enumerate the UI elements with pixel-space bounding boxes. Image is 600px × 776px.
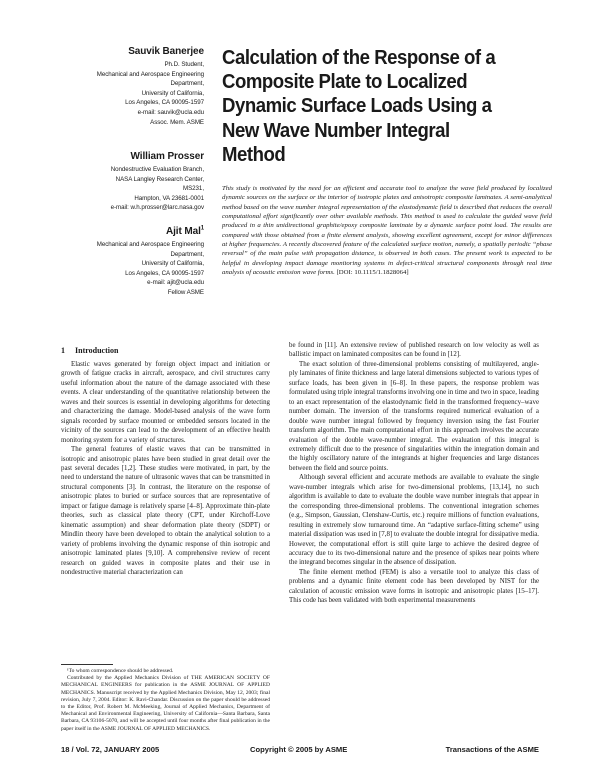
body-paragraph: Although several efficient and accurate methods are available to evaluate the single wave-number integrals which arise for two-dimensional problems, [13,14], no such algorithm is available to date to evaluate the double wave number integrals that appear in the corresponding three-dimensional problems. The conventional integration schemes (e.g., Simpson, Gaussian, Clenshaw-Curtis, etc.) require millions of function evaluations, resulting in extremely slow turnaround time. An “adaptive surface-fitting scheme” using material dissipation was used in [7,8] to evaluate the double integral for dissipative media. However, the computational effort is still quite large to achieve the desired degree of accuracy due to its two-dimensional nature and the presence of spikes near points where the integrand becomes singular in the absence of dissipation. (289, 474, 539, 567)
author-affiliation-line: Hampton, VA 23681-0001 (134, 194, 204, 202)
author-affiliation-line: Ph.D. Student, (164, 61, 204, 68)
footer-copyright: Copyright © 2005 by ASME (250, 745, 348, 754)
author-affiliation-line: Los Angeles, CA 90095-1597 (125, 269, 204, 277)
section-title: Introduction (75, 346, 119, 355)
author-membership: Fellow ASME (167, 288, 204, 296)
author-name: William Prosser (130, 151, 204, 162)
title-line: Dynamic Surface Loads Using a (222, 95, 492, 118)
body-paragraph: Elastic waves generated by foreign object impact and initiation or growth of fatigue cracks in aircraft, aerospace, and civil structures carry useful information about the nature of the damage associated with these events. A clear understanding of the quantitative relationship between the waves and their sources is essential in developing algorithms for detecting and characterizing the damage. Model-based analysis of the wave form signals recorded by surface mounted or embedded sensors located in the vicinity of the sources can lead to the development of an effective health monitoring system for a variety of structures. (61, 361, 270, 444)
title-line: New Wave Number Integral (222, 119, 450, 142)
body-column-right (289, 341, 539, 606)
author-affiliation-line: Department, (170, 80, 204, 88)
footer-journal: Transactions of the ASME (445, 745, 539, 754)
author-email: e-mail: ajit@ucla.edu (147, 279, 204, 287)
author-email: e-mail: sauvik@ucla.edu (137, 108, 204, 116)
author-block-2 (111, 151, 204, 213)
author-footnote-marker: 1 (200, 225, 204, 232)
author-email: e-mail: w.h.prosser@larc.nasa.gov (110, 204, 204, 212)
author-affiliation-line: MS231, (182, 185, 204, 193)
author-affiliation-line: University of California, (141, 260, 204, 268)
author-affiliation-line: Department, (170, 250, 204, 258)
footnote: Contributed by the Applied Mechanics Division of THE AMERICAN SOCIETY OF MECHANICAL ENGINEERS for publication in the ASME JOURNAL OF APPLIED MECHANICS. Manuscript received by the Applied Mechanics Division, May 12, 2003; final revision, July 7, 2004. Editor: K. Ravi-Chandar. Discussion on the paper should be addressed to the Editor, Prof. Robert M. McMeeking, Journal of Applied Mechanics, Department of Mechanical and Environmental Engineering, University of California—Santa Barbara, Santa Barbara, CA 93106-5070, and will be accepted until four months after final publication in the paper itself in the ASME JOURNAL OF APPLIED MECHANICS. (61, 675, 270, 732)
author-block-1 (97, 46, 204, 127)
author-affiliation-line: University of California, (141, 89, 204, 97)
footer-page-info: 18 / Vol. 72, JANUARY 2005 (61, 745, 160, 754)
author-affiliation-line: Nondestructive Evaluation Branch, (110, 166, 204, 173)
paper-title (222, 46, 526, 167)
section-number: 1 (61, 346, 65, 355)
author-name: Sauvik Banerjee (128, 46, 204, 57)
author-affiliation-line: Los Angeles, CA 90095-1597 (125, 99, 204, 107)
doi: [DOI: 10.1115/1.1828064] (336, 269, 409, 277)
author-block-3 (97, 226, 204, 298)
body-paragraph: The general features of elastic waves that can be transmitted in isotropic and anisotropic plates have been studied in great detail over the past several decades [1,2]. These studies were motivated, in part, by the need to understand the nature of ultrasonic waves that can be transmitted in structural components [3]. In contrast, the literature on the response of anisotropic plates to buried or surface sources that are representative of impact or fatigue damage is relatively sparse [4–8]. Approximate thin-plate theories, such as classical plate theory (CPT, under Kirchoff-Love kinematic assumption) and shear deformation plate theory (SDPT) or Mindlin theory have been developed to obtain the analytical solution to a variety of problems involving the dynamic response of thin isotropic and anisotropic laminated plates [9,10]. A comprehensive review of recent research on guided waves in composite plates and their use in nondestructive material characterization can (61, 446, 270, 576)
body-paragraph: The exact solution of three-dimensional problems consisting of multilayered, angle-ply laminates of finite thickness and large lateral dimensions subjected to various types of surface loads, has been given in [6–8]. In these papers, the response problem was formulated using triple integral transforms involving one in time and two in space, leading to an exact representation of the elastodynamic field in the transformed frequency–wave number domain. The inversion of the transforms required numerical evaluation of a double wave number integral followed by frequency inversion using the fast Fourier transform algorithm. The main computational effort in this approach involves the accurate evaluation of the double wave-number integral. The evaluation of this integral is extremely difficult due to the presence of singularities within the integration domain and the highly oscillatory nature of the integrands at higher frequencies and large distances between the field and source points. (289, 360, 539, 472)
body-column-left (61, 360, 270, 577)
title-line: Calculation of the Response of a (222, 47, 496, 69)
footnotes (61, 668, 270, 733)
body-paragraph: be found in [11]. An extensive review of published research on low velocity as well as ballistic impact on laminated composites can be found in [12]. (289, 342, 539, 359)
author-name-text: Ajit Mal (165, 226, 201, 237)
section-heading (61, 346, 118, 355)
abstract (222, 184, 552, 277)
author-affiliation-line: NASA Langley Research Center, (115, 175, 204, 183)
author-membership: Assoc. Mem. ASME (150, 118, 204, 126)
abstract-text: This study is motivated by the need for an efficient and accurate tool to analyze the wave field produced by localized dynamic sources on the surface or the interior of isotropic plates and anisotropic composite laminates. A semi-analytical method based on the wave number integral representation of the elastodynamic field is described that reduces the overall computational effort significantly over other available methods. This method is used to calculate the guided wave field produced in a thin unidirectional graphite/epoxy composite laminate by a dynamic surface point load. The results are compared with those obtained from a finite element analysis, showing excellent agreement, except for minor differences at higher frequencies. A recently discovered feature of the calculated surface motion, namely, a spatially periodic “phase reversal” of the main pulse with propagation distance, is observed in both cases. The present work is expected to be helpful in developing impact damage monitoring systems in defect-critical structural components through real time analysis of acoustic emission wave forms. (222, 185, 552, 277)
footnote-rule (61, 664, 113, 665)
body-paragraph: The finite element method (FEM) is also a versatile tool to analyze this class of problems and a dynamic finite element code has been developed by NIST for the calculation of acoustic emission wave forms in isotropic and anisotropic plates [15–17]. This code has been validated with both experimental measurements (289, 568, 539, 605)
author-affiliation-line: Mechanical and Aerospace Engineering (96, 70, 204, 78)
title-line: Composite Plate to Localized (222, 71, 468, 94)
title-line: Method (222, 143, 286, 166)
author-name (97, 226, 204, 237)
author-affiliation-line: Mechanical and Aerospace Engineering (96, 241, 204, 248)
footnote: ¹To whom correspondence should be addressed. (67, 668, 174, 674)
